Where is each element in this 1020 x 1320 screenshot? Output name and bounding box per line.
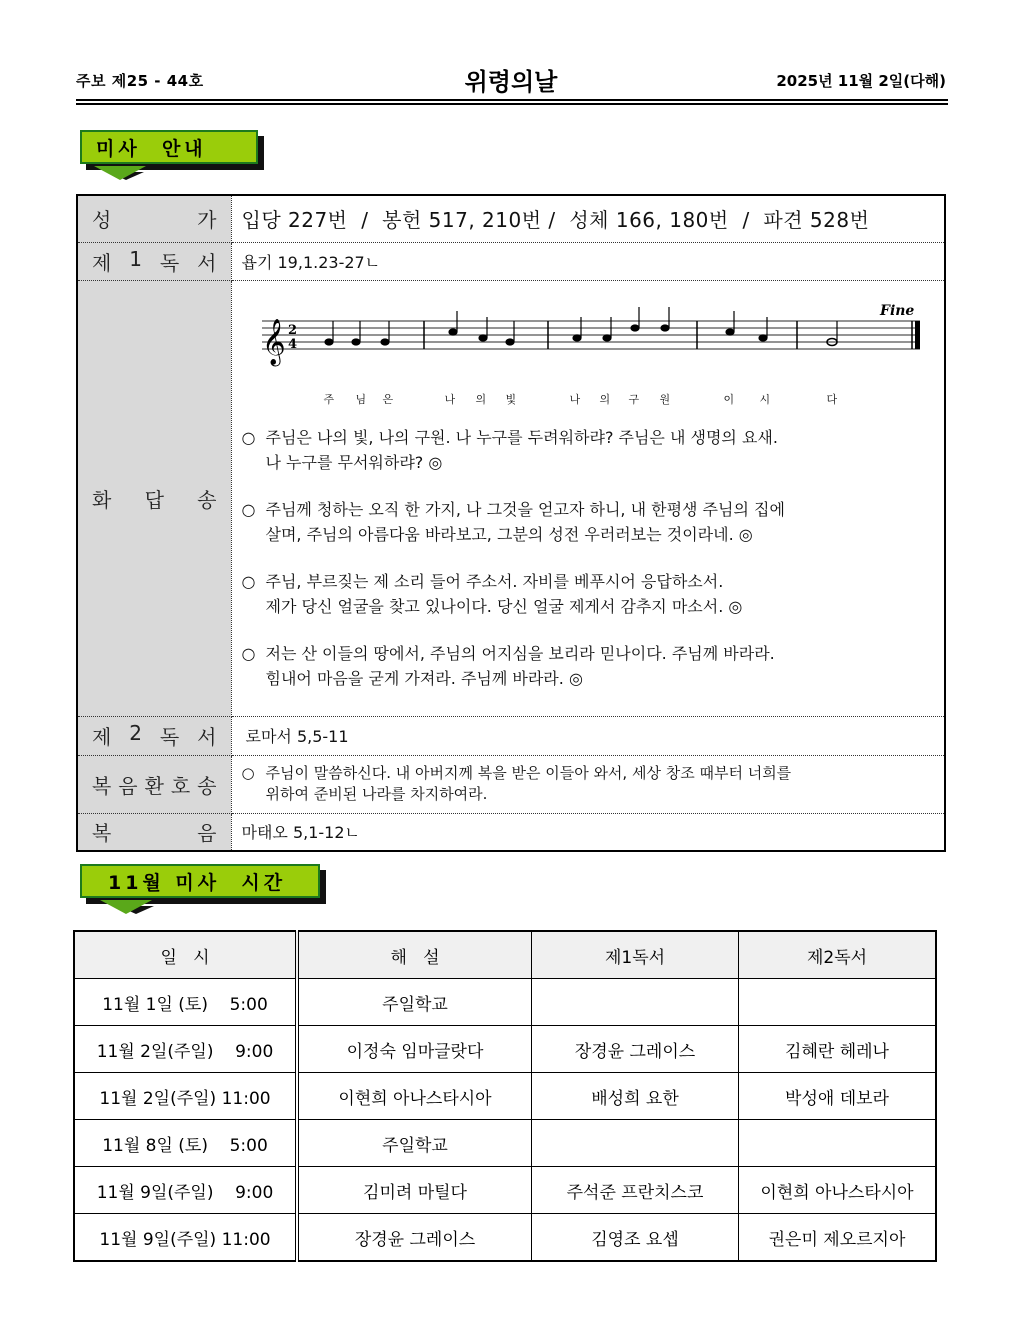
cell-first-reading: 장경윤 그레이스 — [532, 1026, 739, 1073]
music-score — [242, 295, 944, 415]
header-divider-double — [76, 103, 948, 105]
verse-line: 주님이 말씀하신다. 내 아버지께 복을 받은 이들아 와서, 세상 창조 때부터 너희를 — [265, 764, 792, 782]
bulletin-header — [76, 62, 946, 98]
lyric-syllable: 시 — [759, 392, 771, 406]
label-char: 호 — [170, 773, 191, 798]
label-char: 복 — [92, 821, 112, 846]
lyric-syllable: 은 — [382, 392, 394, 406]
lyric-syllable: 의 — [475, 392, 487, 406]
psalm-content — [231, 280, 945, 716]
cell-datetime: 11월 2일(주일) 11:00 — [74, 1073, 297, 1120]
label-char: 화 — [92, 487, 112, 512]
section-title: 11월 미사 시간 — [80, 864, 320, 898]
label-char: 제 — [92, 250, 112, 275]
lyric-syllable: 빛 — [505, 392, 517, 406]
label-char: 독 — [159, 250, 180, 275]
label-char: 독 — [159, 725, 180, 749]
lyric-syllable: 나 — [569, 392, 581, 406]
label-char: 송 — [197, 773, 217, 798]
cell-first-reading — [532, 979, 739, 1026]
label-gospel — [77, 813, 231, 851]
circle-bullet-icon: ○ — [241, 499, 256, 519]
verse-line: 위하여 준비된 나라를 차지하여라. — [265, 785, 488, 803]
label-char: 성 — [92, 208, 112, 233]
col-header-second-reading: 제2독서 — [739, 931, 937, 979]
cell-datetime: 11월 9일(주일) 9:00 — [74, 1167, 297, 1214]
label-psalm — [77, 280, 231, 716]
cell-first-reading: 배성희 요한 — [532, 1073, 739, 1120]
label-char: 1 — [129, 246, 142, 271]
table-row — [74, 1167, 936, 1214]
table-row — [74, 1120, 936, 1167]
lyric-syllable: 구 — [628, 392, 640, 406]
lyric-syllable: 원 — [659, 392, 671, 406]
cell-second-reading — [739, 1120, 937, 1167]
cell-first-reading: 김영조 요셉 — [532, 1214, 739, 1262]
cell-second-reading: 박성애 데보라 — [739, 1073, 937, 1120]
label-char: 환 — [144, 773, 164, 798]
label-hymns — [77, 195, 231, 242]
mass-schedule-table — [73, 930, 937, 1262]
cell-second-reading: 김혜란 헤레나 — [739, 1026, 937, 1073]
svg-text:2: 2 — [287, 322, 297, 338]
label-char: 답 — [144, 487, 164, 512]
down-arrow-icon — [100, 900, 152, 914]
cell-datetime: 11월 2일(주일) 9:00 — [74, 1026, 297, 1073]
lyric-syllable: 이 — [723, 392, 735, 406]
verse-line: 나 누구를 무서워하랴? ◎ — [265, 452, 443, 472]
label-second-reading — [77, 716, 231, 755]
label-char: 2 — [129, 721, 142, 745]
hymns-value: 입당 227번 / 봉헌 517, 210번 / 성체 166, 180번 / 파견 528번 — [231, 195, 945, 242]
psalm-verse — [242, 497, 944, 547]
verse-line: 힘내어 마음을 굳게 가져라. 주님께 바라라. ◎ — [265, 668, 583, 688]
lyric-syllable: 나 — [444, 392, 456, 406]
circle-bullet-icon: ○ — [241, 427, 256, 447]
label-char: 서 — [197, 725, 217, 749]
down-arrow-icon — [94, 166, 146, 180]
cell-commentary: 주일학교 — [297, 979, 532, 1026]
section-title: 미사 안내 — [80, 130, 258, 164]
table-row — [74, 1073, 936, 1120]
cell-datetime: 11월 9일(주일) 11:00 — [74, 1214, 297, 1262]
cell-second-reading — [739, 979, 937, 1026]
first-reading-value: 욥기 19,1.23-27ㄴ — [231, 242, 945, 280]
mass-guide-table — [76, 194, 946, 852]
staff-notation-icon — [242, 295, 932, 385]
cell-first-reading — [532, 1120, 739, 1167]
row-second-reading — [77, 716, 945, 755]
psalm-verse — [242, 569, 944, 619]
page-title: 위령의날 — [464, 68, 558, 96]
col-header-datetime: 일 시 — [74, 931, 297, 979]
row-gospel — [77, 813, 945, 851]
table-row — [74, 979, 936, 1026]
bulletin-date: 2025년 11월 2일(다해) — [776, 72, 946, 90]
verse-line: 저는 산 이들의 땅에서, 주님의 어지심을 보리라 믿나이다. 주님께 바라라. — [265, 643, 775, 663]
lyric-syllable: 의 — [599, 392, 611, 406]
label-char: 복 — [92, 773, 112, 798]
issue-number: 주보 제25 - 44호 — [76, 72, 204, 90]
row-hymns — [77, 195, 945, 242]
lyric-syllable: 다 — [826, 392, 838, 406]
svg-text:Fine: Fine — [879, 302, 914, 319]
verse-line: 주님은 나의 빛, 나의 구원. 나 누구를 두려워하랴? 주님은 내 생명의 요새. — [265, 427, 778, 447]
schedule-header-row — [74, 931, 936, 979]
label-alleluia — [77, 755, 231, 813]
verse-line: 살며, 주님의 아름다움 바라보고, 그분의 성전 우러러보는 것이라네. ◎ — [265, 524, 753, 544]
label-char: 음 — [197, 821, 217, 846]
cell-commentary: 장경윤 그레이스 — [297, 1214, 532, 1262]
alleluia-content — [231, 755, 945, 813]
label-char: 송 — [197, 487, 217, 512]
circle-bullet-icon: ○ — [241, 643, 256, 663]
header-divider — [76, 99, 948, 101]
col-header-first-reading: 제1독서 — [532, 931, 739, 979]
cell-datetime: 11월 8일 (토) 5:00 — [74, 1120, 297, 1167]
label-char: 음 — [118, 773, 138, 798]
second-reading-value: 로마서 5,5-11 — [231, 716, 945, 755]
gospel-value: 마태오 5,1-12ㄴ — [231, 813, 945, 851]
cell-commentary: 이정숙 임마글랏다 — [297, 1026, 532, 1073]
verse-line: 주님, 부르짖는 제 소리 들어 주소서. 자비를 베푸시어 응답하소서. — [265, 571, 724, 591]
cell-commentary: 주일학교 — [297, 1120, 532, 1167]
label-char: 가 — [197, 208, 217, 233]
lyric-syllable: 님 — [355, 392, 367, 406]
cell-first-reading: 주석준 프란치스코 — [532, 1167, 739, 1214]
psalm-verse — [242, 641, 944, 691]
cell-commentary: 이현희 아나스타시아 — [297, 1073, 532, 1120]
col-header-commentary: 해 설 — [297, 931, 532, 979]
svg-text:4: 4 — [287, 336, 297, 352]
row-first-reading — [77, 242, 945, 280]
psalm-verse — [242, 425, 944, 475]
label-char: 제 — [92, 725, 112, 749]
svg-text:𝄞: 𝄞 — [261, 318, 286, 365]
row-alleluia — [77, 755, 945, 813]
cell-second-reading: 이현희 아나스타시아 — [739, 1167, 937, 1214]
table-row — [74, 1214, 936, 1262]
circle-bullet-icon: ○ — [241, 764, 255, 782]
circle-bullet-icon: ○ — [241, 571, 256, 591]
cell-datetime: 11월 1일 (토) 5:00 — [74, 979, 297, 1026]
cell-commentary: 김미려 마틸다 — [297, 1167, 532, 1214]
verse-line: 주님께 청하는 오직 한 가지, 나 그것을 얻고자 하니, 내 한평생 주님의 집에 — [265, 499, 785, 519]
label-char: 서 — [197, 250, 217, 275]
row-psalm — [77, 280, 945, 716]
verse-line: 제가 당신 얼굴을 찾고 있나이다. 당신 얼굴 제게서 감추지 마소서. ◎ — [265, 596, 743, 616]
lyric-syllable: 주 — [323, 392, 335, 406]
label-first-reading — [77, 242, 231, 280]
table-row — [74, 1026, 936, 1073]
cell-second-reading: 권은미 제오르지아 — [739, 1214, 937, 1262]
